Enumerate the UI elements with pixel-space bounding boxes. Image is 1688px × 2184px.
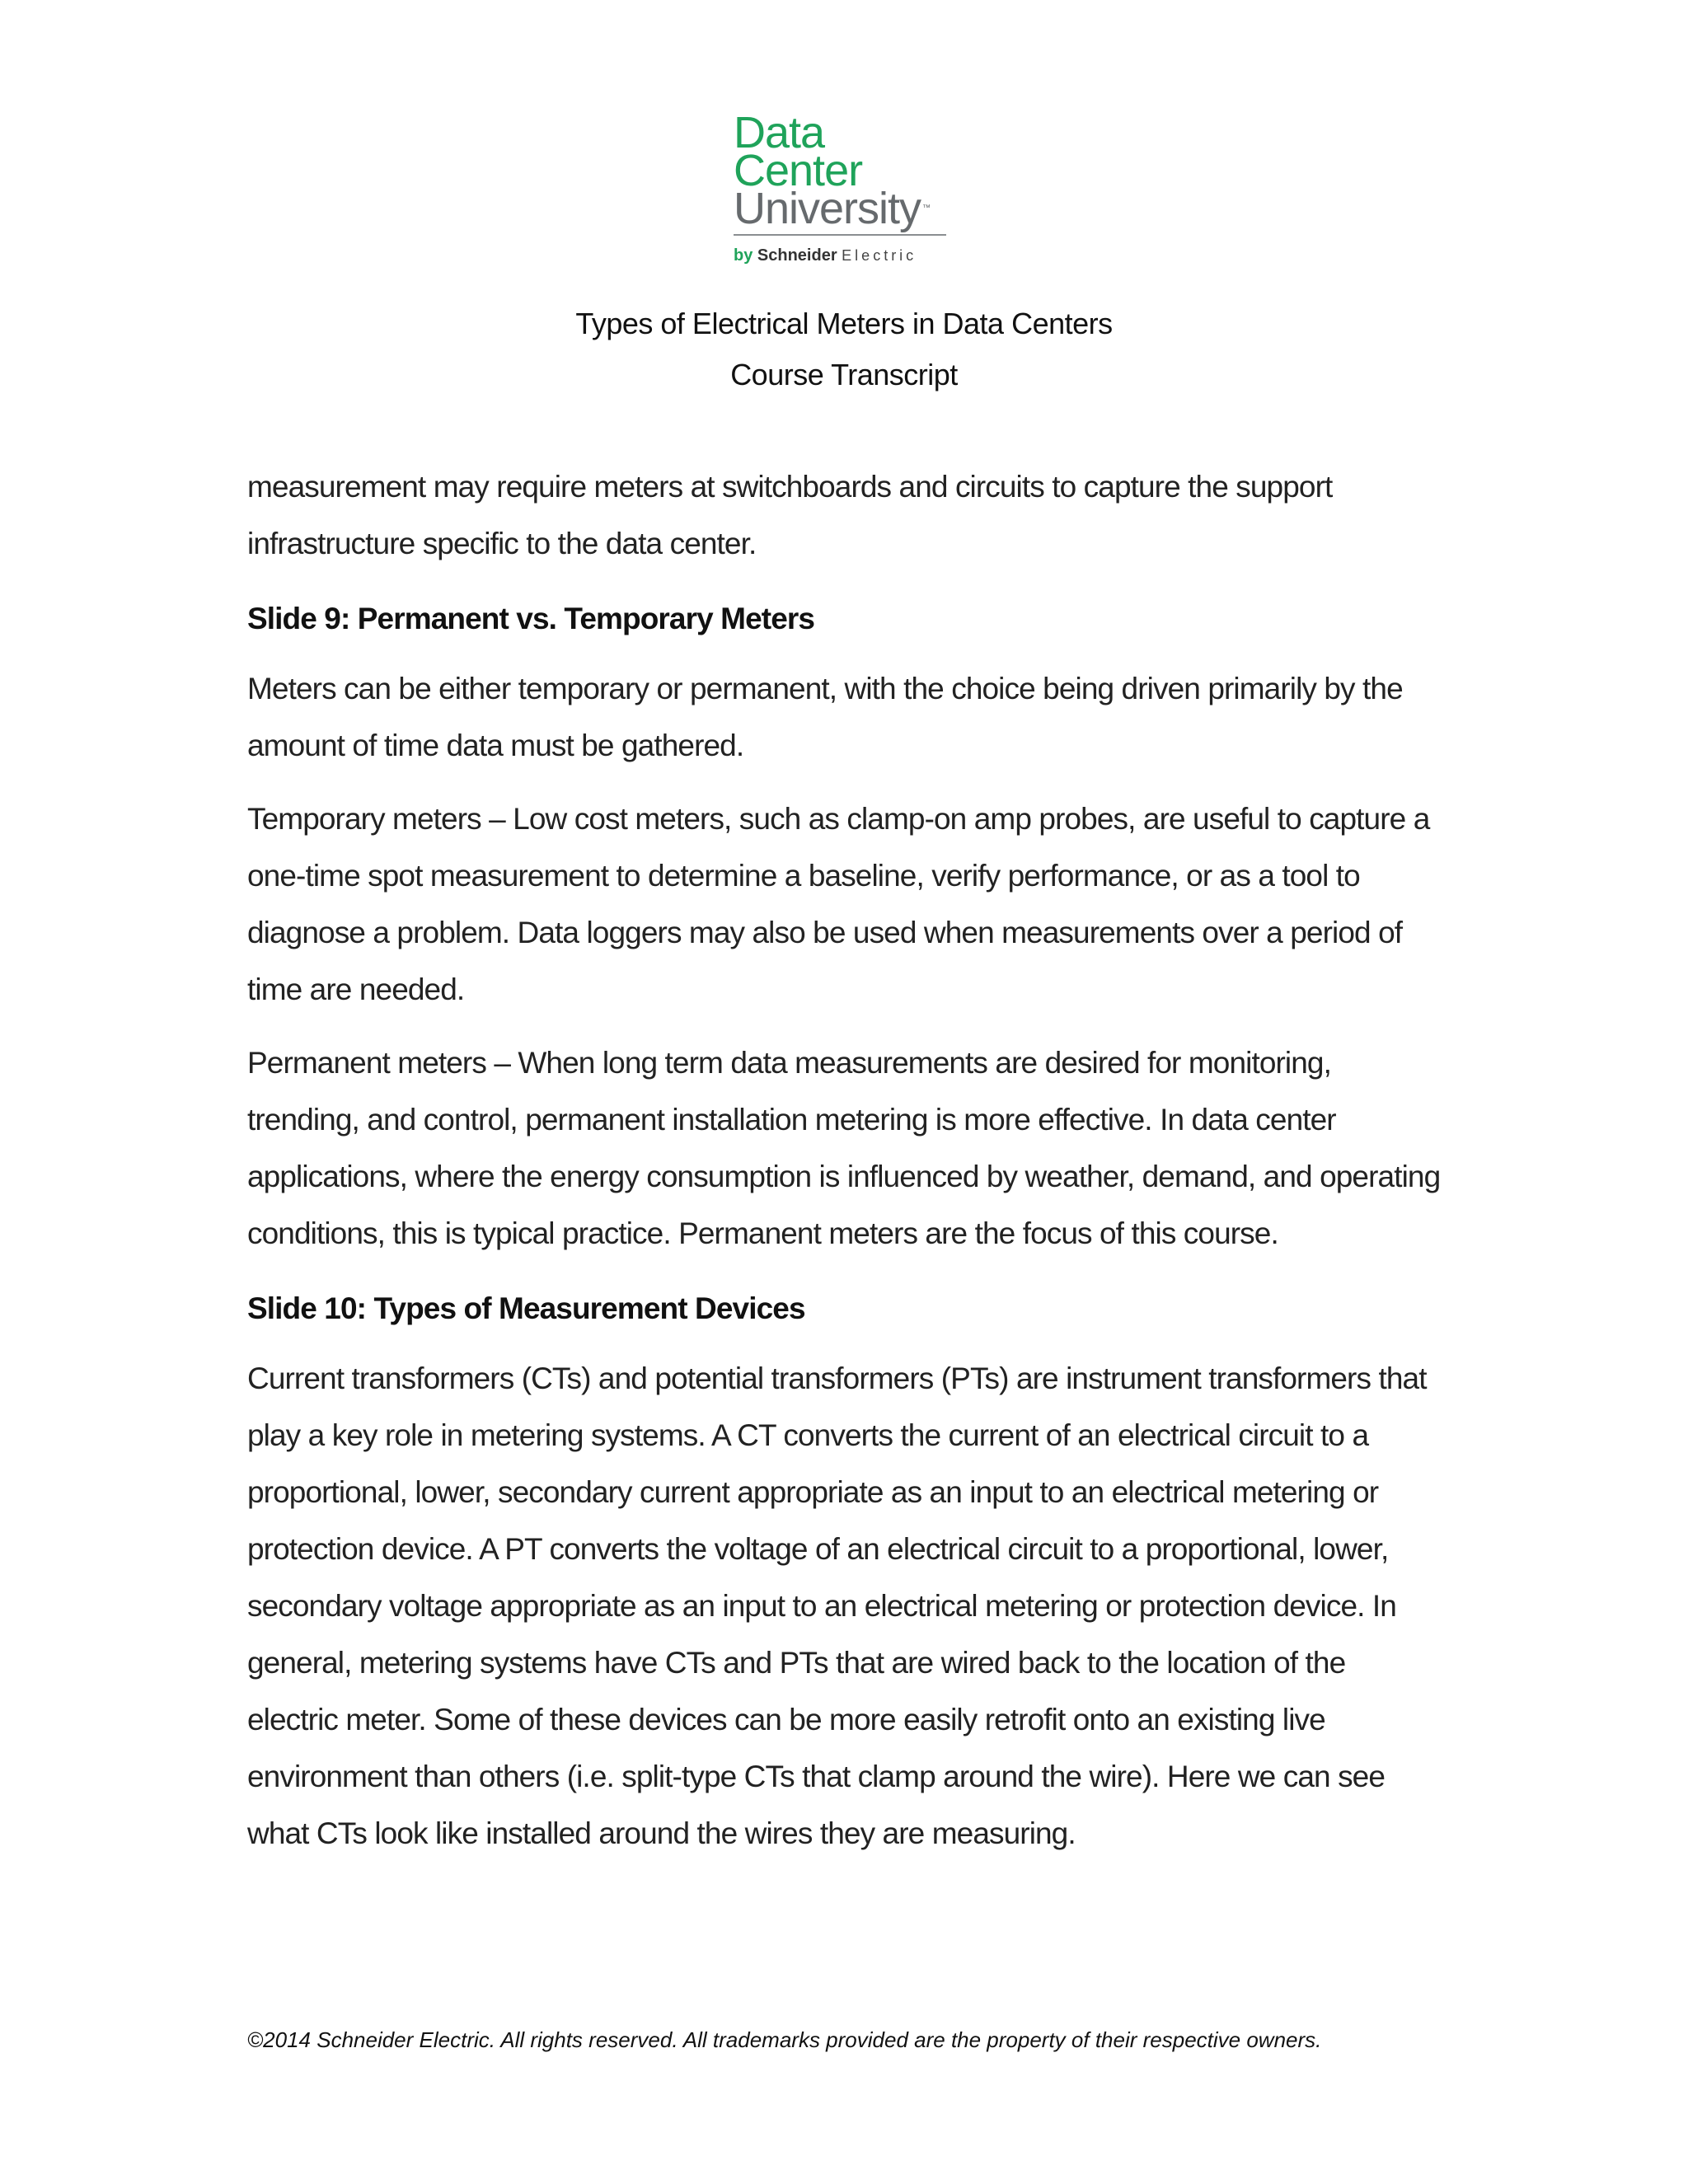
logo-byline bbox=[734, 246, 973, 265]
slide-9-paragraph-1: Meters can be either temporary or permanent, with the choice being driven primarily by the amount of time data must be gathered. bbox=[247, 672, 1403, 762]
logo-divider bbox=[734, 234, 946, 236]
document-title: Types of Electrical Meters in Data Centers bbox=[575, 307, 1113, 340]
transcript-body bbox=[247, 458, 1442, 1878]
logo-schneider: Schneider bbox=[757, 246, 837, 265]
slide-10-paragraph-1: Current transformers (CTs) and potential transformers (PTs) are instrument transformers that play a key role in metering systems. A CT converts the current of an electrical circuit to a proportional, lower, secondary current appropriate as an input to an electrical metering or protection device. A PT converts the voltage of an electrical circuit to a proportional, lower, secondary voltage appropriate as an input to an electrical metering or protection device. In general, metering systems have CTs and PTs that are wired back to the location of the electric meter. Some of these devices can be more easily retrofit onto an existing live environment than others (i.e. split-type CTs that clamp around the wire). Here we can see what CTs look like installed around the wires they are measuring. bbox=[247, 1361, 1427, 1850]
copyright-footer: ©2014 Schneider Electric. All rights reserved. All trademarks provided are the property of their respective owners. bbox=[247, 2027, 1322, 2052]
logo-electric: Electric bbox=[842, 247, 917, 264]
slide-9-paragraph-2: Temporary meters – Low cost meters, such as clamp-on amp probes, are useful to capture a one-time spot measurement to determine a baseline, verify performance, or as a tool to diagnose a problem. Data loggers may also be used when measurements over a period of time are needed. bbox=[247, 802, 1430, 1006]
dcu-logo bbox=[734, 108, 973, 265]
slide-10-heading: Slide 10: Types of Measurement Devices bbox=[247, 1291, 805, 1325]
intro-paragraph: measurement may require meters at switchboards and circuits to capture the support infrastructure specific to the data center. bbox=[247, 470, 1333, 560]
logo-by: by bbox=[734, 246, 753, 265]
logo-word-data: Data bbox=[734, 108, 825, 157]
document-subtitle: Course Transcript bbox=[730, 358, 958, 391]
logo-university-text: University bbox=[734, 184, 921, 233]
trademark-symbol: ™ bbox=[922, 204, 931, 213]
slide-9-heading: Slide 9: Permanent vs. Temporary Meters bbox=[247, 602, 815, 635]
logo-word-center: Center bbox=[734, 146, 863, 195]
logo-word-university bbox=[734, 184, 973, 233]
slide-9-paragraph-3: Permanent meters – When long term data measurements are desired for monitoring, trending, and control, permanent installation metering is more effective. In data center applications, where the energy consumption is influenced by weather, demand, and operating conditions, this is typical practice. Permanent meters are the focus of this course. bbox=[247, 1046, 1441, 1250]
